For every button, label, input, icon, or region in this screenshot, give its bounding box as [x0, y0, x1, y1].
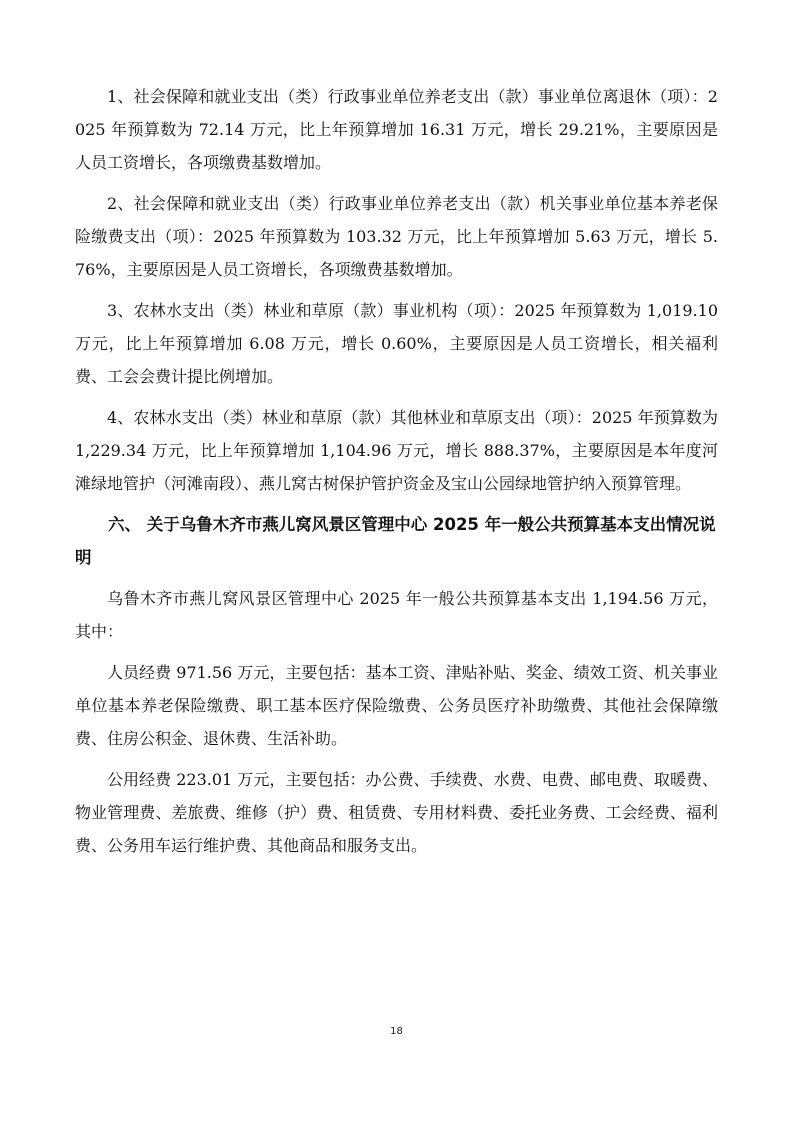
- budget-item-4: 4、农林水支出（类）林业和草原（款）其他林业和草原支出（项）：2025 年预算数为 1,229.34 万元，比上年预算增加 1,104.96 万元，增长 888.37%，主要原因是本年度河滩绿地管护（河滩南段）、燕儿窝古树保护管护资金及宝山公园绿地管护纳入预算管理。: [75, 408, 718, 493]
- budget-item-2: 2、社会保障和就业支出（类）行政事业单位养老支出（款）机关事业单位基本养老保险缴费支出（项）：2025 年预算数为 103.32 万元，比上年预算增加 5.63 万元，增长 5.76%，主要原因是人员工资增长，各项缴费基数增加。: [75, 194, 718, 279]
- public-expenses: 公用经费 223.01 万元，主要包括：办公费、手续费、水费、电费、邮电费、取暖费、物业管理费、差旅费、维修（护）费、租赁费、专用材料费、委托业务费、工会经费、福利费、公务用车运行维护费、其他商品和服务支出。: [75, 770, 718, 855]
- page-number: 18: [390, 1026, 403, 1037]
- document-body: [75, 80, 718, 870]
- personnel-expenses: 人员经费 971.56 万元，主要包括：基本工资、津贴补贴、奖金、绩效工资、机关事业单位基本养老保险缴费、职工基本医疗保险缴费、公务员医疗补助缴费、其他社会保障缴费、住房公积金、退休费、生活补助。: [75, 663, 718, 748]
- section-heading: 六、 关于乌鲁木齐市燕儿窝风景区管理中心 2025 年一般公共预算基本支出情况说明: [75, 515, 716, 567]
- budget-item-3: 3、农林水支出（类）林业和草原（款）事业机构（项）：2025 年预算数为 1,019.10 万元，比上年预算增加 6.08 万元，增长 0.60%，主要原因是人员工资增长，相关福利费、工会会费计提比例增加。: [75, 301, 718, 386]
- basic-expenditure-summary: 乌鲁木齐市燕儿窝风景区管理中心 2025 年一般公共预算基本支出 1,194.56 万元，其中：: [75, 589, 718, 641]
- budget-item-1: 1、社会保障和就业支出（类）行政事业单位养老支出（款）事业单位离退休（项）：2025 年预算数为 72.14 万元，比上年预算增加 16.31 万元，增长 29.21%，主要原因是人员工资增长，各项缴费基数增加。: [75, 87, 718, 172]
